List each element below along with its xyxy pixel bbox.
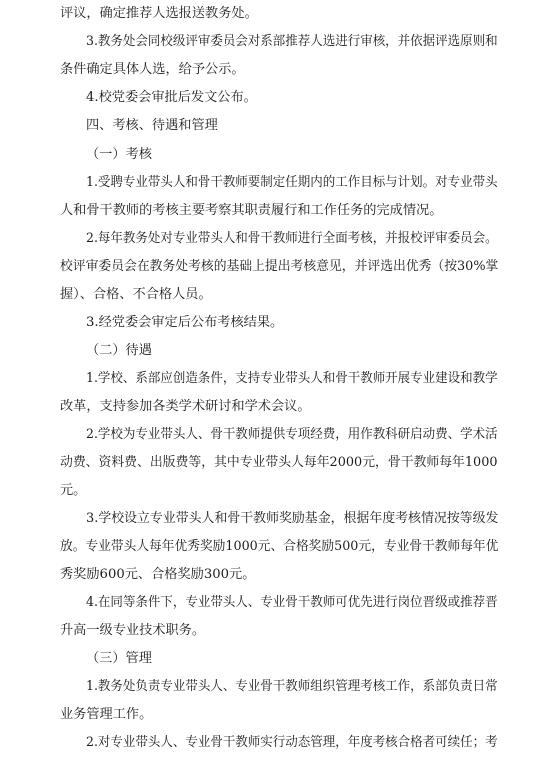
text-line: 人和骨干教师的考核主要考察其职责履行和工作任务的完成情况。 [60,203,443,218]
text-line: 4.在同等条件下，专业带头人、专业骨干教师可优先进行岗位晋级或推荐晋 [86,595,498,610]
text-line: 放。专业带头人每年优秀奖励1000元、合格奖励500元，专业骨干教师每年优 [60,539,499,554]
text-line: 评议，确定推荐人选报送教务处。 [60,6,258,21]
text-line: 2.学校为专业带头人、骨干教师提供专项经费，用作教科研启动费、学术活 [86,427,498,442]
text-line: 秀奖励600元、合格奖励300元。 [60,567,256,582]
text-line: 校评审委员会在教务处考核的基础上提出考核意见，并评选出优秀（按30%掌 [60,259,499,274]
text-line: 握）、合格、不合格人员。 [60,287,212,302]
section-heading: 四、考核、待遇和管理 [86,118,218,133]
text-line: 4.校党委会审批后发文公布。 [86,90,257,105]
text-line: 1.受聘专业带头人和骨干教师要制定任期内的工作目标与计划。对专业带头 [86,175,498,190]
text-line: 3.教务处会同校级评审委员会对系部推荐人选进行审核，并依据评选原则和 [86,34,498,49]
text-line: 条件确定具体人选，给予公示。 [60,62,245,77]
text-line: 2.对专业带头人、专业骨干教师实行动态管理，年度考核合格者可续任；考 [86,735,498,750]
text-line: 3.经党委会审定后公布考核结果。 [86,315,284,330]
text-line: 元。 [60,483,87,498]
text-line: 业务管理工作。 [60,707,153,722]
subsection-heading: （一）考核 [86,147,152,162]
subsection-heading: （二）待遇 [86,343,152,358]
text-line: 3.学校设立专业带头人和骨干教师奖励基金，根据年度考核情况按等级发 [86,511,499,526]
text-line: 2.每年教务处对专业带头人和骨干教师进行全面考核，并报校评审委员会。 [86,231,498,246]
text-line: 1.教务处负责专业带头人、专业骨干教师组织管理考核工作，系部负责日常 [86,679,498,694]
text-line: 升高一级专业技术职务。 [60,623,206,638]
text-line: 动费、资料费、出版费等，其中专业带头人每年2000元，骨干教师每年1000 [60,455,498,470]
text-line: 1.学校、系部应创造条件，支持专业带头人和骨干教师开展专业建设和教学 [86,371,498,386]
text-line: 改革，支持参加各类学术研讨和学术会议。 [60,399,311,414]
subsection-heading: （三）管理 [86,651,152,666]
